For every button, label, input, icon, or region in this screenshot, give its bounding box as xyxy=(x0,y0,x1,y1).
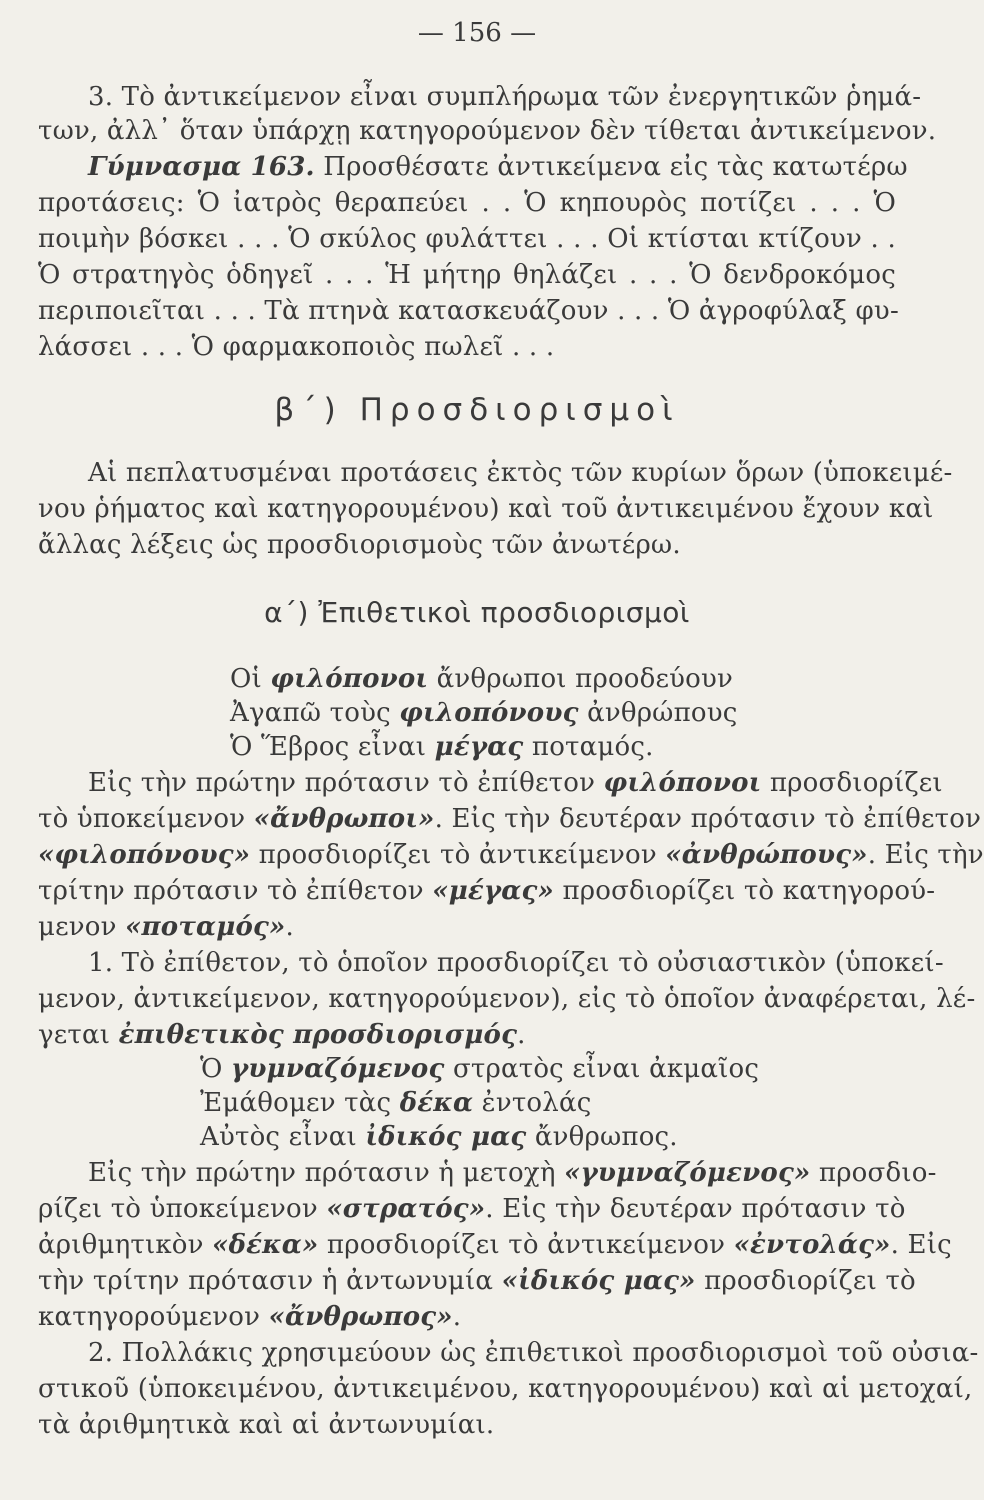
text-line: τὰ ἀριθμητικὰ καὶ αἱ ἀντωνυμίαι. xyxy=(38,1410,495,1440)
text-line: ρίζει τὸ ὑποκείμενον «στρατός». Εἰς τὴν δευτέραν πρότασιν τὸ xyxy=(38,1194,906,1224)
text-line: μενον, ἀντικείμενον, κατηγορούμενον), εἰς τὸ ὁποῖον ἀναφέρεται, λέ- xyxy=(38,984,976,1014)
text-line: ἄλλας λέξεις ὡς προσδιορισμοὺς τῶν ἀνωτέρω. xyxy=(38,530,681,560)
text-line: Ὁ στρατηγὸς ὁδηγεῖ . . . Ἡ μήτηρ θηλάζει . . . Ὁ δενδροκόμος xyxy=(38,260,896,290)
text-line: προτάσεις: Ὁ ἰατρὸς θεραπεύει . . Ὁ κηπουρὸς ποτίζει . . . Ὁ xyxy=(38,188,896,218)
section-heading: β΄) Προσδιορισμοὶ xyxy=(274,392,680,428)
text-line: «φιλοπόνους» προσδιορίζει τὸ ἀντικείμενον «ἀνθρώπους». Εἰς τὴν xyxy=(38,840,984,870)
text-line: Εἰς τὴν πρώτην πρότασιν ἡ μετοχὴ «γυμναζόμενος» προσδιο- xyxy=(88,1158,937,1188)
text-line: Αἱ πεπλατυσμέναι προτάσεις ἐκτὸς τῶν κυρίων ὅρων (ὑποκειμέ- xyxy=(88,458,953,488)
text-line: γεται ἐπιθετικὸς προσδιορισμός. xyxy=(38,1020,526,1050)
page-number: — 156 — xyxy=(417,18,537,48)
text-line: τὴν τρίτην πρότασιν ἡ ἀντωνυμία «ἰδικός μας» προσδιορίζει τὸ xyxy=(38,1266,916,1296)
text-line: 1. Τὸ ἐπίθετον, τὸ ὁποῖον προσδιορίζει τὸ οὐσιαστικὸν (ὑποκεί- xyxy=(88,948,944,978)
text-line: μενον «ποταμός». xyxy=(38,912,294,942)
text-line: των, ἀλλ᾽ ὅταν ὑπάρχῃ κατηγορούμενον δὲν τίθεται ἀντικείμενον. xyxy=(38,116,937,146)
example-line: Αὐτὸς εἶναι ἰδικός μας ἄνθρωπος. xyxy=(200,1122,678,1152)
text-line: τὸ ὑποκείμενον «ἄνθρωποι». Εἰς τὴν δευτέραν πρότασιν τὸ ἐπίθετον xyxy=(38,804,982,834)
example-line: Ὁ γυμναζόμενος στρατὸς εἶναι ἀκμαῖος xyxy=(200,1054,760,1084)
text-line: περιποιεῖται . . . Τὰ πτηνὰ κατασκευάζουν . . . Ὁ ἀγροφύλαξ φυ- xyxy=(38,296,899,326)
text-line: ἀριθμητικὸν «δέκα» προσδιορίζει τὸ ἀντικείμενον «ἐντολάς». Εἰς xyxy=(38,1230,952,1260)
example-line: Ἀγαπῶ τοὺς φιλοπόνους ἀνθρώπους xyxy=(230,698,738,728)
text-line: στικοῦ (ὑποκειμένου, ἀντικειμένου, κατηγορουμένου) καὶ αἱ μετοχαί, xyxy=(38,1374,973,1404)
text-line: 2. Πολλάκις χρησιμεύουν ὡς ἐπιθετικοὶ προσδιορισμοὶ τοῦ οὐσια- xyxy=(88,1338,979,1368)
text-line: τρίτην πρότασιν τὸ ἐπίθετον «μέγας» προσδιορίζει τὸ κατηγορού- xyxy=(38,876,936,906)
text-line: 3. Τὸ ἀντικείμενον εἶναι συμπλήρωμα τῶν ἐνεργητικῶν ῥημά- xyxy=(88,82,922,112)
text-line: κατηγορούμενον «ἄνθρωπος». xyxy=(38,1302,462,1332)
exercise-line: Γύμνασμα 163. Προσθέσατε ἀντικείμενα εἰς τὰς κατωτέρω xyxy=(88,152,908,182)
example-line: Ἐμάθομεν τὰς δέκα ἐντολάς xyxy=(200,1088,592,1118)
text-line: νου ῥήματος καὶ κατηγορουμένου) καὶ τοῦ ἀντικειμένου ἔχουν καὶ xyxy=(38,494,934,524)
example-line: Ὁ Ἕβρος εἶναι μέγας ποταμός. xyxy=(230,732,654,762)
example-line: Οἱ φιλόπονοι ἄνθρωποι προοδεύουν xyxy=(230,664,734,694)
exercise-title: Γύμνασμα 163. xyxy=(88,152,315,182)
text-line: Εἰς τὴν πρώτην πρότασιν τὸ ἐπίθετον φιλόπονοι προσδιορίζει xyxy=(88,768,943,798)
text-line: λάσσει . . . Ὁ φαρμακοποιὸς πωλεῖ . . . xyxy=(38,332,555,362)
text-line: ποιμὴν βόσκει . . . Ὁ σκύλος φυλάττει . . . Οἱ κτίσται κτίζουν . . xyxy=(38,224,896,254)
subsection-heading: α΄) Ἐπιθετικοὶ προσδιορισμοὶ xyxy=(264,596,690,629)
